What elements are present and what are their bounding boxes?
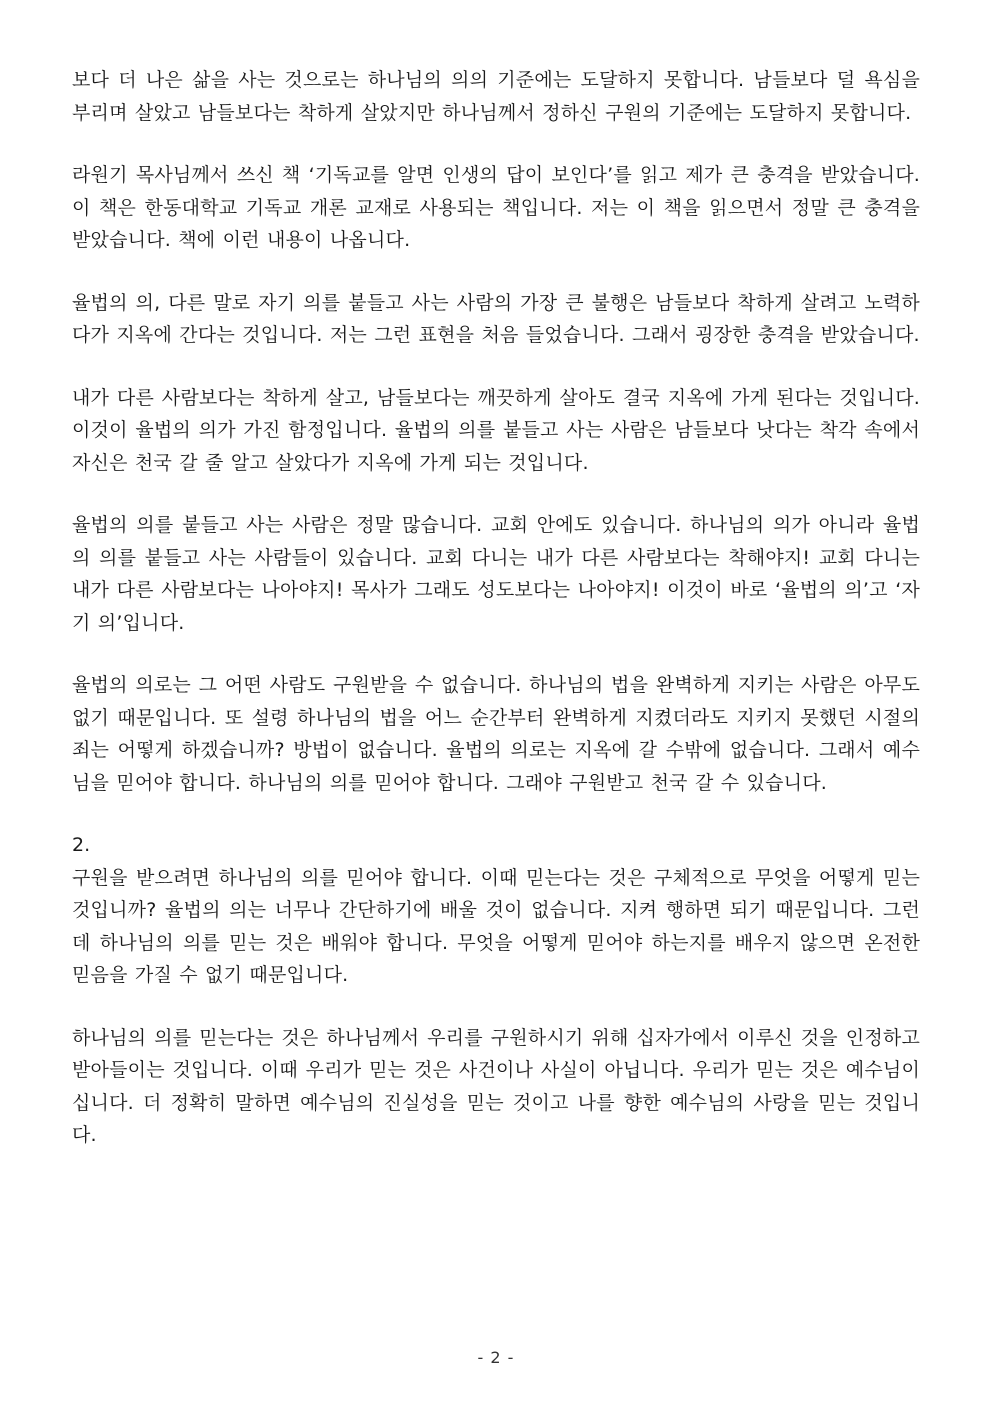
paragraph: 하나님의 의를 믿는다는 것은 하나님께서 우리를 구원하시기 위해 십자가에서 이루신 것을 인정하고 받아들이는 것입니다. 이때 우리가 믿는 것은 사건이나 사실이 아닙니다. 우리가 믿는 것은 예수님이십니다. 더 정확히 말하면 예수님의 진실성을 믿는 것이고 나를 향한 예수님의 사랑을 믿는 것입니다. (72, 1026, 920, 1146)
section-number: 2. (72, 834, 91, 856)
paragraph: 율법의 의를 붙들고 사는 사람은 정말 많습니다. 교회 안에도 있습니다. 하나님의 의가 아니라 율법의 의를 붙들고 사는 사람들이 있습니다. 교회 다니는 내가 다른 사람보다는 착해야지! 교회 다니는 내가 다른 사람보다는 나아야지! 목사가 그래도 성도보다는 나아야지! 이것이 바로 ‘율법의 의’고 ‘자기 의’입니다. (72, 514, 920, 634)
page-number: - 2 - (477, 1348, 515, 1367)
paragraph: 구원을 받으려면 하나님의 의를 믿어야 합니다. 이때 믿는다는 것은 구체적으로 무엇을 어떻게 믿는 것입니까? 율법의 의는 너무나 간단하기에 배울 것이 없습니다. 지켜 행하면 되기 때문입니다. 그런데 하나님의 의를 믿는 것은 배워야 합니다. 무엇을 어떻게 믿어야 하는지를 배우지 않으면 온전한 믿음을 가질 수 없기 때문입니다. (72, 866, 920, 986)
paragraph: 율법의 의로는 그 어떤 사람도 구원받을 수 없습니다. 하나님의 법을 완벽하게 지키는 사람은 아무도 없기 때문입니다. 또 설령 하나님의 법을 어느 순간부터 완벽하게 지켰더라도 지키지 못했던 시절의 죄는 어떻게 하겠습니까? 방법이 없습니다. 율법의 의로는 지옥에 갈 수밖에 없습니다. 그래서 예수님을 믿어야 합니다. 하나님의 의를 믿어야 합니다. 그래야 구원받고 천국 갈 수 있습니다. (72, 674, 920, 794)
paragraph: 보다 더 나은 삶을 사는 것으로는 하나님의 의의 기준에는 도달하지 못합니다. 남들보다 덜 욕심을 부리며 살았고 남들보다는 착하게 살았지만 하나님께서 정하신 구원의 기준에는 도달하지 못합니다. (72, 69, 920, 124)
paragraph: 라원기 목사님께서 쓰신 책 ‘기독교를 알면 인생의 답이 보인다’를 읽고 제가 큰 충격을 받았습니다. 이 책은 한동대학교 기독교 개론 교재로 사용되는 책입니다. 저는 이 책을 읽으면서 정말 큰 충격을 받았습니다. 책에 이런 내용이 나옵니다. (72, 164, 920, 251)
paragraph: 율법의 의, 다른 말로 자기 의를 붙들고 사는 사람의 가장 큰 불행은 남들보다 착하게 살려고 노력하다가 지옥에 간다는 것입니다. 저는 그런 표현을 처음 들었습니다. 그래서 굉장한 충격을 받았습니다. (72, 291, 920, 346)
document-body (72, 64, 920, 1152)
paragraph: 내가 다른 사람보다는 착하게 살고, 남들보다는 깨끗하게 살아도 결국 지옥에 가게 된다는 것입니다. 이것이 율법의 의가 가진 함정입니다. 율법의 의를 붙들고 사는 사람은 남들보다 낫다는 착각 속에서 자신은 천국 갈 줄 알고 살았다가 지옥에 가게 되는 것입니다. (72, 386, 920, 474)
